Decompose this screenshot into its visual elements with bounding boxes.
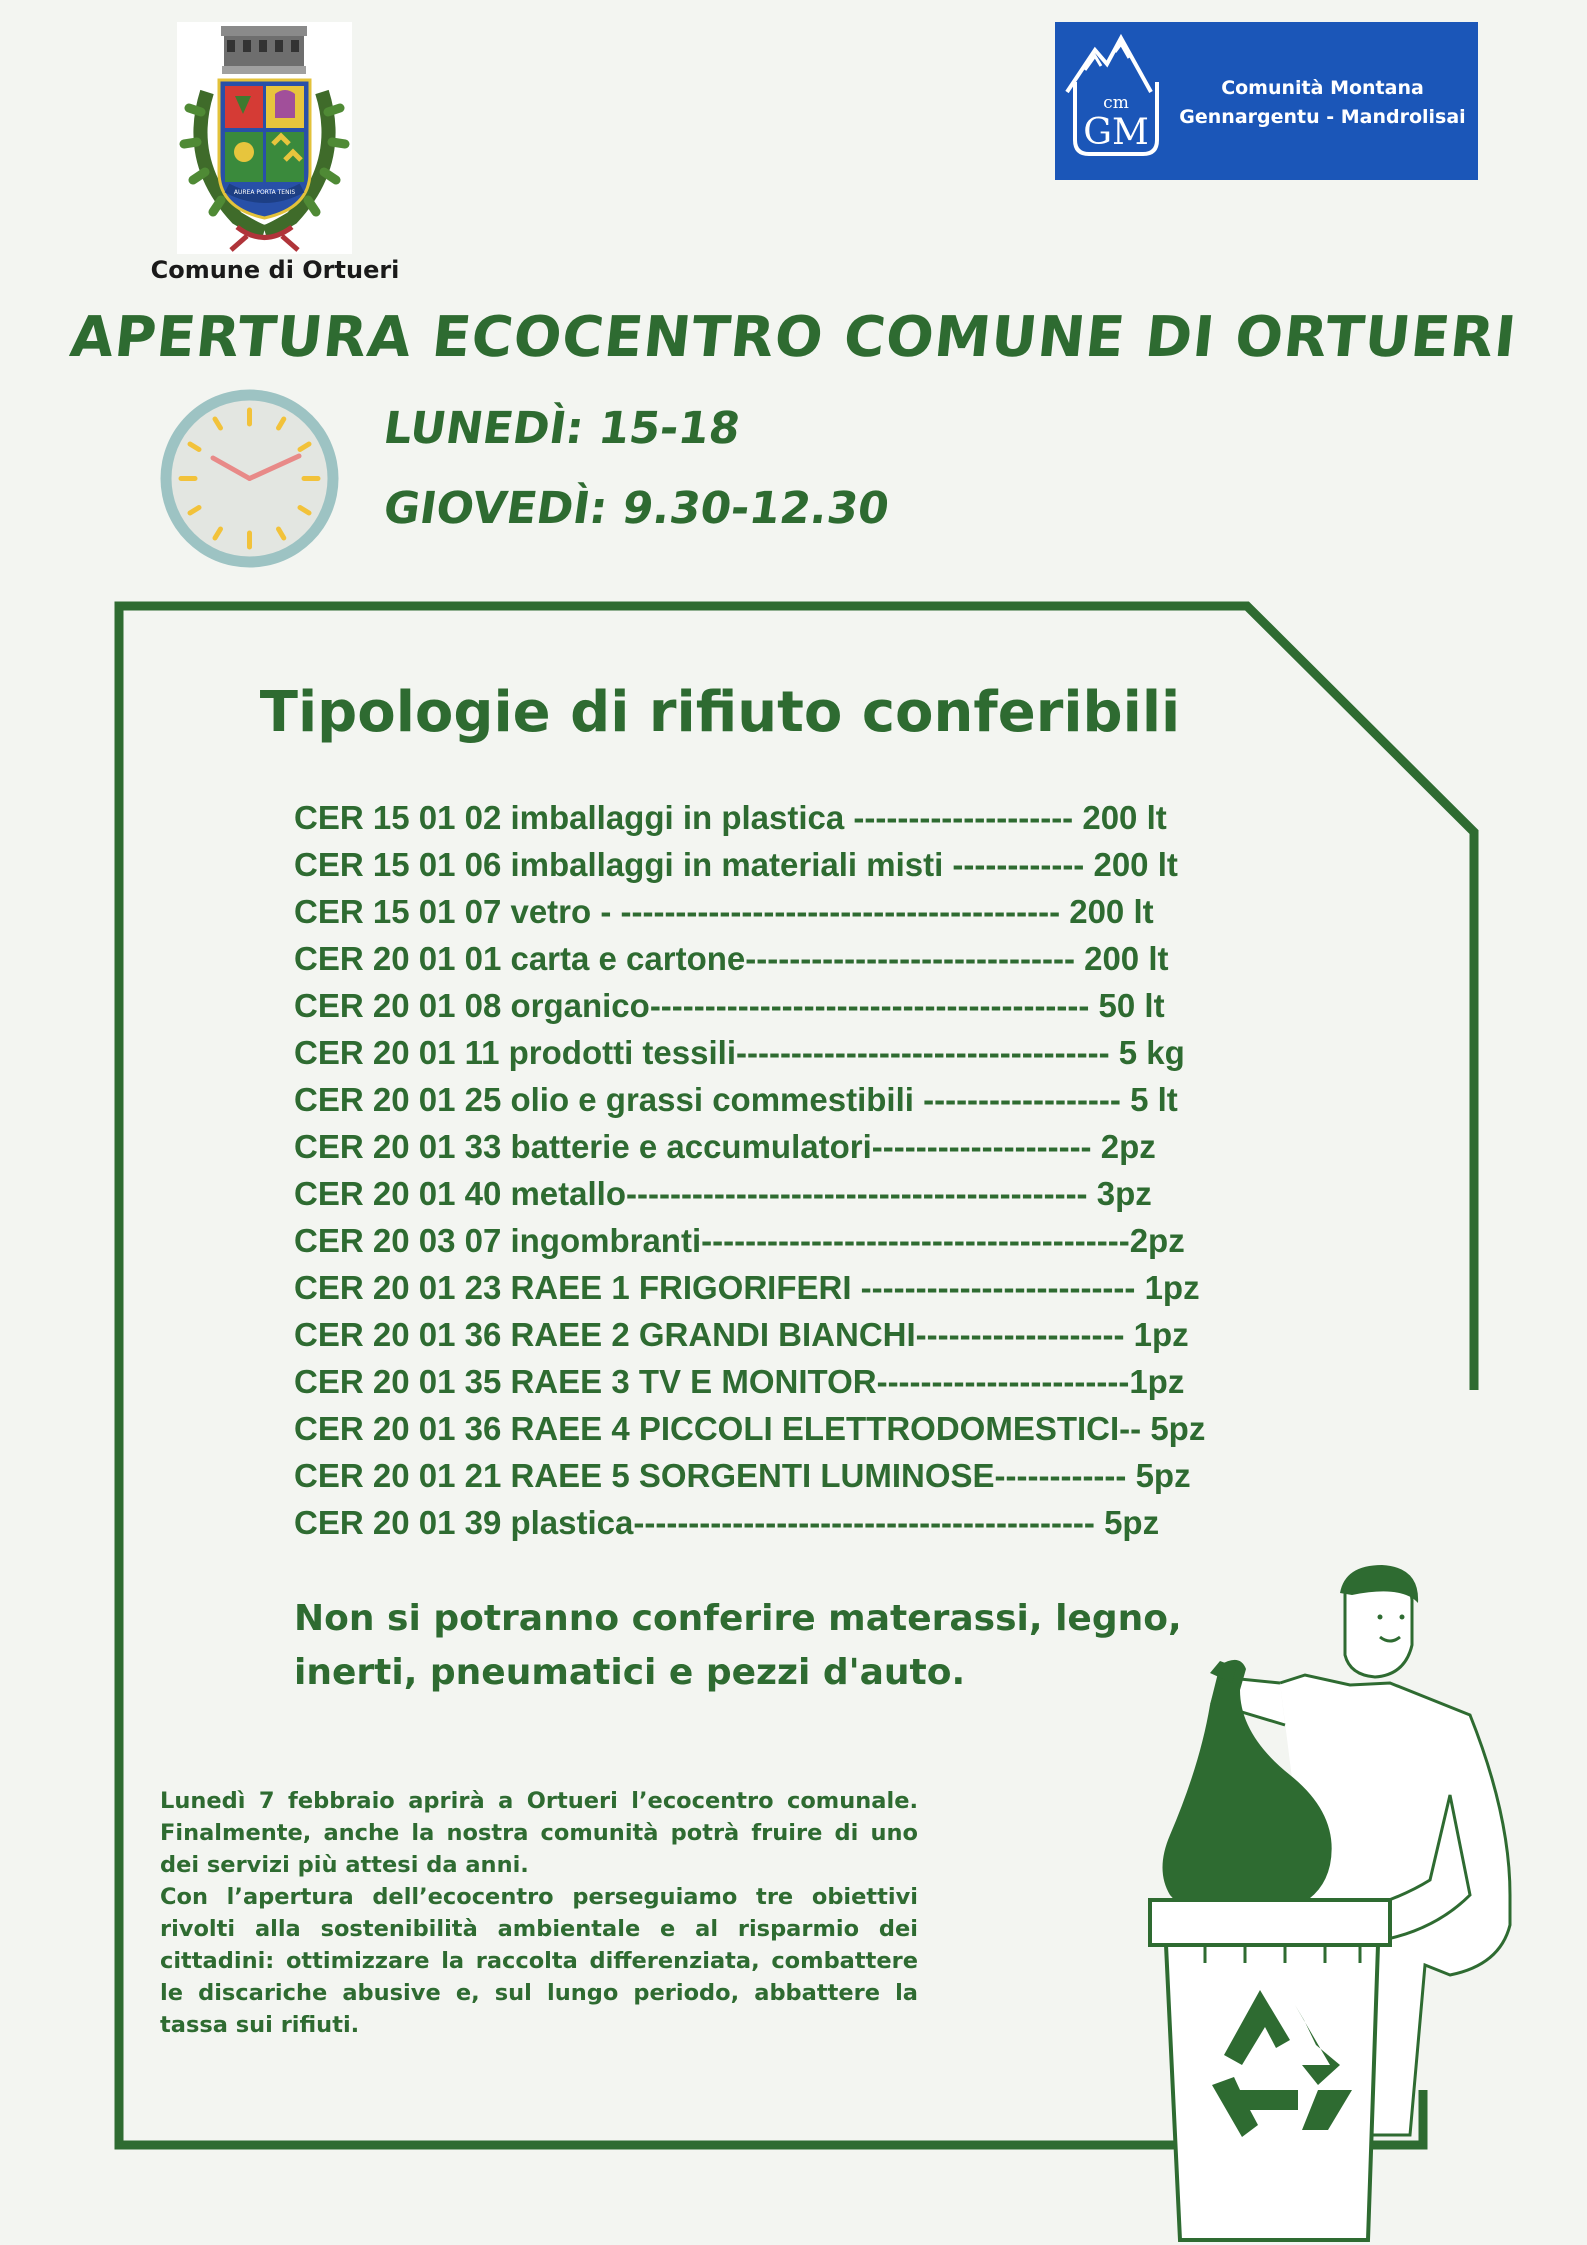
waste-item: CER 20 01 23 RAEE 1 FRIGORIFERI ------------------------- 1pz bbox=[294, 1269, 1200, 1306]
waste-item: CER 20 01 36 RAEE 2 GRANDI BIANCHI------------------- 1pz bbox=[294, 1316, 1189, 1353]
waste-item: CER 20 01 39 plastica------------------------------------------ 5pz bbox=[294, 1504, 1160, 1541]
waste-list bbox=[294, 794, 1274, 1546]
announcement-text bbox=[160, 1785, 918, 2041]
waste-item: CER 15 01 02 imballaggi in plastica -------------------- 200 lt bbox=[294, 799, 1167, 836]
waste-item: CER 20 01 08 organico---------------------------------------- 50 lt bbox=[294, 987, 1165, 1024]
comunita-montana-logo bbox=[1055, 22, 1478, 180]
page-title: APERTURA ECOCENTRO COMUNE DI ORTUERI bbox=[67, 305, 1520, 370]
hours-thursday: GIOVEDÌ: 9.30-12.30 bbox=[380, 483, 893, 534]
waste-item: CER 20 01 33 batterie e accumulatori-------------------- 2pz bbox=[294, 1128, 1156, 1165]
cm-initials: cm bbox=[1103, 93, 1129, 113]
recycling-man-illustration bbox=[1090, 1565, 1530, 2245]
waste-list-title: Tipologie di rifiuto conferibili bbox=[259, 680, 1181, 745]
waste-item: CER 15 01 06 imballaggi in materiali misti ------------ 200 lt bbox=[294, 846, 1178, 883]
cm-logo-line1: Comunità Montana bbox=[1221, 77, 1424, 99]
waste-item: CER 20 01 35 RAEE 3 TV E MONITOR-----------------------1pz bbox=[294, 1363, 1185, 1400]
cm-logo-line2: Gennargentu - Mandrolisai bbox=[1179, 106, 1466, 128]
waste-item: CER 20 03 07 ingombranti---------------------------------------2pz bbox=[294, 1222, 1185, 1259]
announcement-paragraph-1: Lunedì 7 febbraio aprirà a Ortueri l’ecocentro comunale. Finalmente, anche la nostra comunità potrà fruire di uno dei servizi più attesi da anni. bbox=[160, 1788, 918, 1878]
mountain-logo-icon bbox=[1055, 22, 1175, 180]
announcement-paragraph-2: Con l’apertura dell’ecocentro perseguiamo tre obiettivi rivolti alla sostenibilità ambientale e al risparmio dei cittadini: ottimizzare la raccolta differenziata, combattere le discariche abusive e, sul lungo periodo, abbattere la tassa sui rifiuti. bbox=[160, 1884, 918, 2038]
waste-item: CER 20 01 01 carta e cartone------------------------------ 200 lt bbox=[294, 940, 1169, 977]
waste-item: CER 15 01 07 vetro - ---------------------------------------- 200 lt bbox=[294, 893, 1154, 930]
gm-initials: GM bbox=[1083, 112, 1149, 153]
waste-item: CER 20 01 11 prodotti tessili---------------------------------- 5 kg bbox=[294, 1034, 1185, 1071]
hours-monday: LUNEDÌ: 15-18 bbox=[380, 403, 744, 454]
clock-icon bbox=[157, 386, 342, 571]
waste-item: CER 20 01 40 metallo------------------------------------------ 3pz bbox=[294, 1175, 1152, 1212]
crest-motto: AUREA PORTA TENIS bbox=[233, 189, 296, 196]
waste-item: CER 20 01 36 RAEE 4 PICCOLI ELETTRODOMESTICI-- 5pz bbox=[294, 1410, 1206, 1447]
crest-caption: Comune di Ortueri bbox=[150, 256, 400, 284]
municipal-crest bbox=[177, 22, 352, 254]
waste-item: CER 20 01 21 RAEE 5 SORGENTI LUMINOSE------------ 5pz bbox=[294, 1457, 1191, 1494]
waste-item: CER 20 01 25 olio e grassi commestibili ------------------ 5 lt bbox=[294, 1081, 1178, 1118]
exclusions-note: Non si potranno conferire materassi, legno, inerti, pneumatici e pezzi d'auto. bbox=[294, 1598, 1182, 1693]
crest-icon bbox=[177, 22, 352, 254]
